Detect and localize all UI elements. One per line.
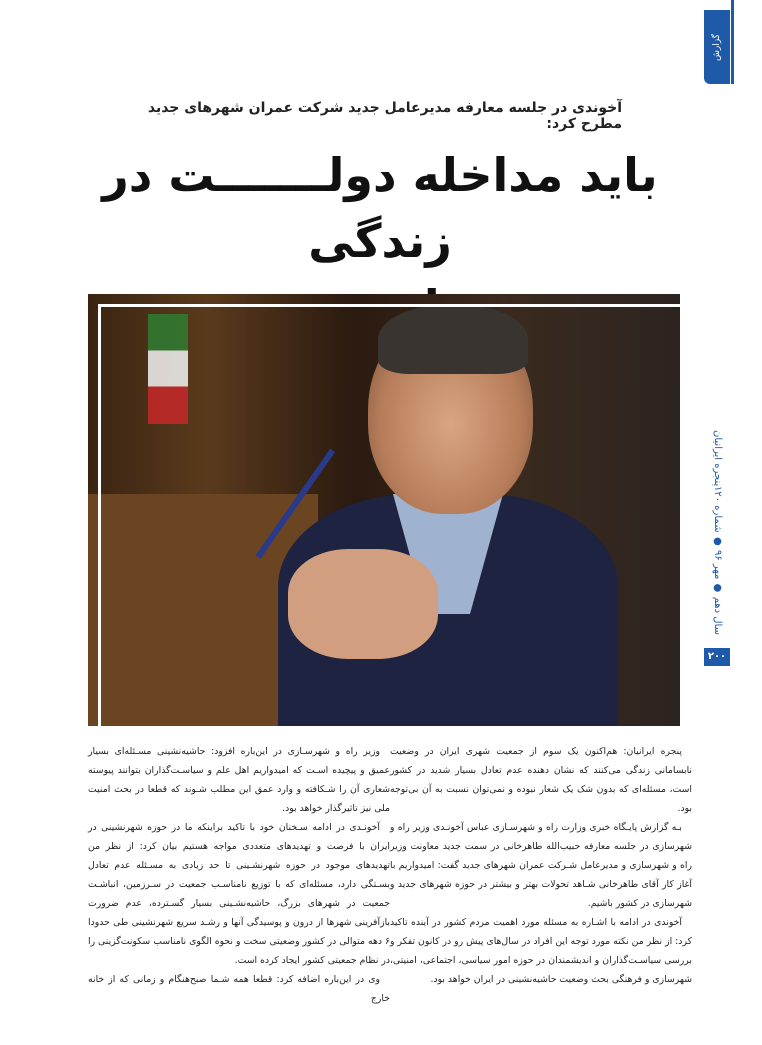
paragraph: بـه گزارش پایـگاه خبری وزارت راه و شهرسـازی عباس آخونـدی وزیر راه و شهرسازی در جلسه معارفه حبیب‌الله طاهرخانی در سمت جدید معاونت وزیر راه و شهرسازی و مدیرعامل شـرکت عمران شهرهای جدید گفت: امیدواریم با آغاز کار آقای طاهرخانی شـاهد تحولات بهتر و بیشتر در حوزه شهرهای جدید و شهرسازی در کشور باشیم. [390, 822, 692, 909]
paragraph: آخوندی در ادامه با اشـاره به مسئله مورد اهمیت مردم کشور در آینده تاکید کرد: از نظر من نکته مورد توجه این افراد در سال‌های پیش رو در کانون تفکر و بررسی سیاسـت‌گذاران و اندیشمندان در حوزه امور سیاسی، اجتماعی، امنیتی، شهرسازی و فرهنگی بحث وضعیت حاشیه‌نشینی در ایران خواهد بود. [390, 917, 692, 985]
paragraph: وزیر راه و شهرسـازی در این‌باره افزود: حاشیه‌نشینی مسـئله‌ای بسیار عمیق و پیچیده اسـت که امیدواریم اهل علم و سیاسـت‌گذاران بتوانند پیوسته شعاری آن را شـکافته و وارد عمق این مطلب شـوند که قطعا در بحث امنیت ملی نیز تاثیرگذار خواهد بود. [88, 746, 390, 814]
publication-name: پنجره ایرانیان [712, 430, 723, 487]
issue-info: سال دهم ● مهر ۹۶ ● شماره ۱۲۰ [712, 486, 723, 636]
article-column-left [88, 742, 390, 1008]
article-title-line1: باید مداخله دولـــــــت در زندگی [102, 148, 658, 268]
article-photo [88, 294, 680, 726]
paragraph: آخونـدی در ادامه سـخنان خود با تاکید براینکه ما در حوزه شهرنشینی در ایران با فرصت و تهدیدهای متعددی مواجه هستیم بیان کرد: از نظر من تهدیدهای موجود در حوزه شهرنشـینی تا حد زیادی به مسـئله عدم تعادل بسـتگی دارد، مسئله‌ای که با توزیع نامناسـب جمعیت در سـرزمین، انباشـت جمعیت در شهرهای بزرگ، حاشیه‌نشـینی بسیار گسـترده، عدم ضرورت بازآفرینی شهرها از درون و پوسیدگی آنها و رشـد سریع شهرنشینی طی حدودا ۶ دهه متوالی در کشور وضعیتی سخت و نحوه الگوی نامناسب سکونت‌گزینی را در نظام جمعیتی کشور ایجاد کرده است. [88, 822, 390, 966]
section-tab-label: گزارش [712, 33, 722, 61]
page-number: ۲۰۰ [704, 648, 730, 666]
section-tab [704, 10, 730, 84]
paragraph: پنجره ایرانیان: هم‌اکنون یک سوم از جمعیت شهری ایران در وضعیت نابسامانی زندگی می‌کنند که نشان دهنده عدم تعادل بسیار شدید در کشور است، مسئله‌ای که بدون شک یک شعار نبوده و نمی‌توان نسبت به آن بی‌توجه بود. [390, 746, 692, 814]
paragraph: وی در این‌باره اضافه کرد: قطعا همه شـما صبح‌هنگام و زمانی که از خانه خارج [88, 974, 390, 1004]
photo-frame [98, 304, 680, 726]
publication-sidebar [712, 430, 736, 650]
section-tab-line [731, 0, 734, 84]
article-column-right [390, 742, 692, 989]
article-kicker: آخوندی در جلسه معارفه مدیرعامل جدید شرکت عمران شهرهای جدید مطرح کرد: [147, 100, 622, 132]
